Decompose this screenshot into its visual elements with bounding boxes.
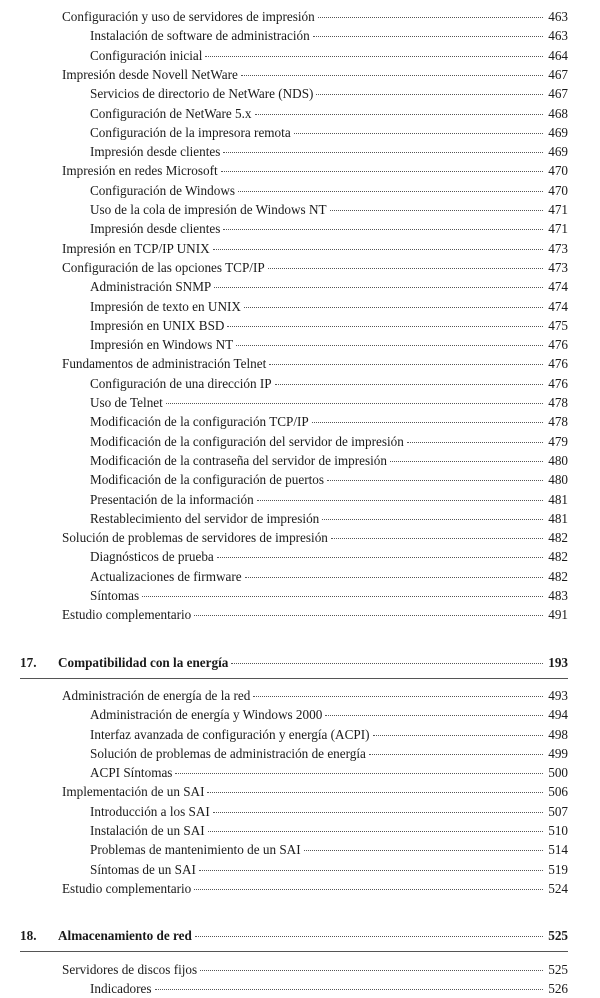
page-number: 482 (548, 549, 568, 565)
toc-subsection[interactable] (90, 201, 568, 219)
entry-title: Configuración de la impresora remota (90, 124, 291, 140)
dot-leader (217, 557, 543, 558)
page-number: 479 (548, 433, 568, 449)
page-number: 524 (548, 880, 568, 896)
entry-title: Solución de problemas de servidores de impresión (62, 530, 328, 546)
page-number: 481 (548, 510, 568, 526)
dot-leader (269, 364, 543, 365)
dot-leader (213, 249, 543, 250)
toc-subsection[interactable] (90, 47, 568, 65)
dot-leader (253, 696, 543, 697)
page-number: 482 (548, 530, 568, 546)
page-number: 483 (548, 588, 568, 603)
dot-leader (166, 403, 543, 404)
toc-section[interactable] (62, 687, 568, 705)
page-number: 473 (548, 240, 568, 256)
page-number: 474 (548, 298, 568, 314)
page-number: 469 (548, 124, 568, 140)
dot-leader (214, 287, 543, 288)
page-number: 470 (548, 163, 568, 179)
entry-title: Indicadores (90, 980, 152, 996)
entry-title: Uso de Telnet (90, 395, 163, 410)
dot-leader (241, 75, 543, 76)
toc-subsection[interactable] (90, 587, 568, 605)
dot-leader (331, 538, 543, 539)
dot-leader (407, 442, 543, 443)
dot-leader (207, 792, 543, 793)
entry-title: Interfaz avanzada de configuración y energía (ACPI) (90, 726, 370, 742)
page-number: 467 (548, 66, 568, 82)
entry-title: Configuración de Windows (90, 182, 235, 198)
toc-subsection[interactable] (90, 861, 568, 879)
entry-title: Uso de la cola de impresión de Windows NT (90, 202, 327, 217)
toc-subsection[interactable] (90, 510, 568, 528)
toc-section[interactable] (62, 783, 568, 801)
dot-leader (223, 229, 543, 230)
toc-section[interactable] (62, 162, 568, 180)
toc-subsection[interactable] (90, 433, 568, 451)
dot-leader (325, 715, 543, 716)
page-number: 193 (548, 654, 568, 670)
entry-title: Compatibilidad con la energía (58, 654, 229, 670)
toc-subsection[interactable] (90, 105, 568, 123)
entry-title: Impresión en TCP/IP UNIX (62, 240, 210, 256)
page-number: 499 (548, 745, 568, 761)
page-number: 469 (548, 144, 568, 160)
page-number: 525 (548, 928, 568, 944)
chapter-rule (20, 951, 568, 952)
dot-leader (142, 596, 543, 597)
page-number: 526 (548, 980, 568, 996)
toc-subsection[interactable] (90, 841, 568, 859)
entry-title: Configuración inicial (90, 47, 203, 63)
page-number: 475 (548, 317, 568, 333)
toc-section[interactable] (62, 606, 568, 624)
dot-leader (155, 989, 543, 990)
page-number: 473 (548, 259, 568, 275)
toc-subsection[interactable] (90, 85, 568, 103)
toc-subsection[interactable] (90, 124, 568, 142)
entry-title: Presentación de la información (90, 491, 254, 507)
toc-subsection[interactable] (90, 278, 568, 296)
page-number: 481 (548, 491, 568, 507)
dot-leader (312, 422, 543, 423)
chapter-number: 18. (20, 928, 37, 944)
page-number: 480 (548, 472, 568, 488)
dot-leader (194, 615, 543, 616)
entry-title: Modificación de la configuración de puertos (90, 472, 324, 488)
page-number: 470 (548, 182, 568, 198)
page-number: 491 (548, 607, 568, 623)
entry-title: Estudio complementario (62, 607, 192, 623)
page-number: 471 (548, 202, 568, 217)
dot-leader (304, 850, 543, 851)
toc-subsection[interactable] (90, 336, 568, 354)
entry-title: Restablecimiento del servidor de impresión (90, 510, 320, 526)
page-number: 476 (548, 375, 568, 391)
entry-title: Fundamentos de administración Telnet (62, 356, 267, 372)
toc-section[interactable] (62, 355, 568, 373)
entry-title: Impresión desde clientes (90, 221, 221, 237)
toc-subsection[interactable] (90, 220, 568, 238)
toc-subsection[interactable] (90, 317, 568, 335)
entry-title: Síntomas (90, 588, 140, 603)
page-number: 478 (548, 414, 568, 430)
entry-title: Administración SNMP (90, 279, 212, 295)
entry-title: Instalación de software de administración (90, 28, 310, 44)
page-number: 480 (548, 452, 568, 468)
entry-title: Impresión en UNIX BSD (90, 317, 225, 333)
page-number: 463 (548, 28, 568, 44)
page-number: 476 (548, 356, 568, 372)
page-number: 493 (548, 687, 568, 703)
toc-subsection[interactable] (90, 745, 568, 763)
dot-leader (275, 384, 543, 385)
dot-leader (205, 56, 543, 57)
entry-title: Impresión en redes Microsoft (62, 163, 218, 179)
page-number: 482 (548, 568, 568, 584)
page-number: 474 (548, 279, 568, 295)
toc-subsection[interactable] (90, 803, 568, 821)
dot-leader (318, 17, 543, 18)
toc-subsection[interactable] (90, 413, 568, 431)
page-number: 467 (548, 86, 568, 102)
dot-leader (238, 191, 543, 192)
toc-subsection[interactable] (90, 182, 568, 200)
dot-leader (316, 94, 543, 95)
entry-title: Actualizaciones de firmware (90, 568, 242, 584)
dot-leader (257, 500, 543, 501)
entry-title: Configuración de las opciones TCP/IP (62, 259, 265, 275)
entry-title: Almacenamiento de red (58, 928, 192, 944)
dot-leader (195, 936, 543, 937)
toc-subsection[interactable] (90, 375, 568, 393)
toc-subsection[interactable] (90, 548, 568, 566)
page-number: 514 (548, 842, 568, 858)
dot-leader (330, 210, 543, 211)
toc-section[interactable] (62, 880, 568, 898)
dot-leader (313, 36, 543, 37)
entry-title: Introducción a los SAI (90, 803, 210, 819)
entry-title: Configuración de NetWare 5.x (90, 105, 252, 121)
toc-chapter[interactable] (20, 654, 568, 672)
toc-subsection[interactable] (90, 568, 568, 586)
page-number: 519 (548, 861, 568, 877)
page-number: 507 (548, 803, 568, 819)
page-number: 510 (548, 823, 568, 838)
entry-title: ACPI Síntomas (90, 765, 173, 781)
toc-subsection[interactable] (90, 980, 568, 998)
entry-title: Solución de problemas de administración de energía (90, 745, 366, 761)
toc-subsection[interactable] (90, 27, 568, 45)
dot-leader (200, 970, 543, 971)
entry-title: Administración de energía de la red (62, 687, 251, 703)
toc-section[interactable] (62, 529, 568, 547)
entry-title: Impresión de texto en UNIX (90, 298, 241, 314)
entry-title: Servicios de directorio de NetWare (NDS) (90, 86, 314, 102)
page-number: 498 (548, 726, 568, 742)
page-number: 500 (548, 765, 568, 781)
toc-section[interactable] (62, 240, 568, 258)
page-number: 506 (548, 784, 568, 800)
toc-subsection[interactable] (90, 471, 568, 489)
page-number: 471 (548, 221, 568, 237)
dot-leader (390, 461, 543, 462)
chapter-number: 17. (20, 654, 37, 670)
dot-leader (327, 480, 543, 481)
toc-section[interactable] (62, 66, 568, 84)
dot-leader (236, 345, 543, 346)
page-number: 476 (548, 337, 568, 353)
toc-section[interactable] (62, 961, 568, 979)
dot-leader (208, 831, 543, 832)
toc-subsection[interactable] (90, 491, 568, 509)
dot-leader (194, 889, 543, 890)
page-number: 464 (548, 47, 568, 63)
dot-leader (244, 307, 543, 308)
toc-subsection[interactable] (90, 706, 568, 724)
toc-subsection[interactable] (90, 452, 568, 470)
entry-title: Diagnósticos de prueba (90, 549, 214, 565)
dot-leader (221, 171, 543, 172)
page-number: 468 (548, 105, 568, 121)
entry-title: Estudio complementario (62, 880, 192, 896)
entry-title: Modificación de la contraseña del servidor de impresión (90, 452, 387, 468)
dot-leader (227, 326, 543, 327)
entry-title: Impresión desde Novell NetWare (62, 66, 238, 82)
dot-leader (369, 754, 543, 755)
entry-title: Instalación de un SAI (90, 823, 205, 838)
dot-leader (255, 114, 543, 115)
page-number: 494 (548, 707, 568, 723)
dot-leader (268, 268, 543, 269)
dot-leader (175, 773, 543, 774)
toc-subsection[interactable] (90, 764, 568, 782)
entry-title: Síntomas de un SAI (90, 861, 196, 877)
toc-subsection[interactable] (90, 726, 568, 744)
entry-title: Modificación de la configuración del servidor de impresión (90, 433, 404, 449)
toc-subsection[interactable] (90, 143, 568, 161)
dot-leader (373, 735, 544, 736)
entry-title: Administración de energía y Windows 2000 (90, 707, 323, 723)
entry-title: Configuración de una dirección IP (90, 375, 272, 391)
toc-section[interactable] (62, 8, 568, 26)
entry-title: Impresión desde clientes (90, 144, 221, 160)
chapter-rule (20, 678, 568, 679)
toc-subsection[interactable] (90, 822, 568, 840)
toc-section[interactable] (62, 259, 568, 277)
dot-leader (322, 519, 543, 520)
page-number: 463 (548, 9, 568, 24)
entry-title: Configuración y uso de servidores de impresión (62, 9, 315, 24)
toc-subsection[interactable] (90, 298, 568, 316)
entry-title: Modificación de la configuración TCP/IP (90, 414, 309, 430)
page-number: 525 (548, 961, 568, 977)
dot-leader (231, 663, 543, 664)
entry-title: Servidores de discos fijos (62, 961, 198, 977)
entry-title: Impresión en Windows NT (90, 337, 234, 353)
toc-chapter[interactable] (20, 927, 568, 945)
dot-leader (213, 812, 543, 813)
entry-title: Problemas de mantenimiento de un SAI (90, 842, 301, 858)
entry-title: Implementación de un SAI (62, 784, 205, 800)
dot-leader (245, 577, 543, 578)
toc-subsection[interactable] (90, 394, 568, 412)
dot-leader (199, 870, 543, 871)
dot-leader (223, 152, 543, 153)
dot-leader (294, 133, 543, 134)
page-number: 478 (548, 395, 568, 410)
